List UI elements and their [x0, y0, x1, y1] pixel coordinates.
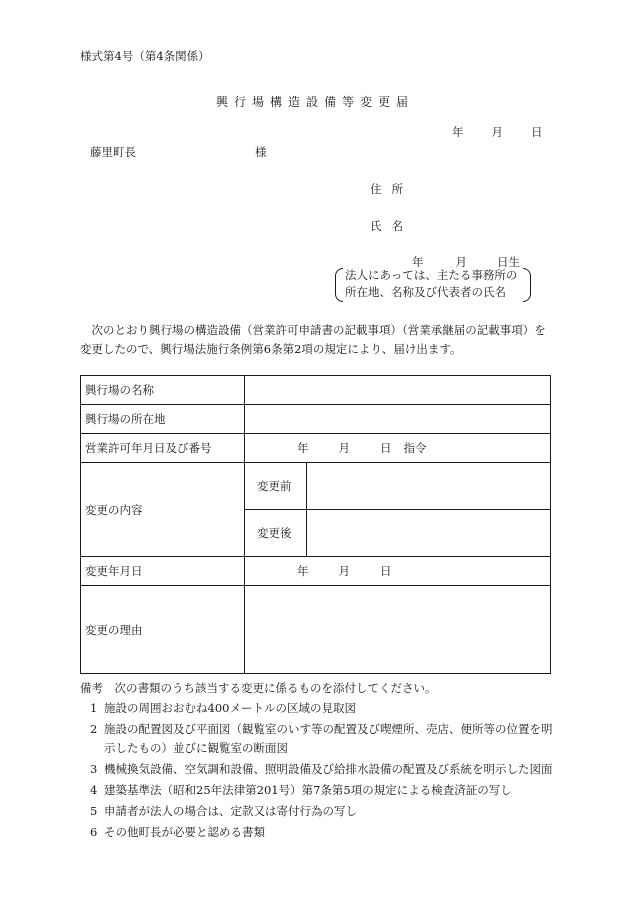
table-row	[81, 405, 551, 434]
list-item-number: 5	[90, 804, 98, 818]
right-bracket	[523, 268, 531, 302]
list-item-text: 申請者が法人の場合は、定款又は寄付行為の写し	[104, 804, 357, 818]
list-item-text: 施設の周囲おおむね400メートルの区域の見取図	[104, 701, 356, 715]
list-item	[80, 802, 560, 821]
change-reason-label: 変更の理由	[81, 586, 245, 674]
list-item-number: 3	[90, 762, 98, 776]
change-content-label: 変更の内容	[81, 463, 245, 557]
addressee-name: 藤里町長	[90, 145, 136, 159]
list-item-text: 建築基準法（昭和25年法律第201号）第7条第5項の規定による検査済証の写し	[104, 783, 512, 797]
table-row	[81, 586, 551, 674]
table-row	[81, 434, 551, 463]
change-date-field[interactable]	[245, 557, 551, 586]
body-text: 次のとおり興行場の構造設備（営業許可申請書の記載事項）（営業承継届の記載事項）を変更したので、興行場法施行条例第6条第2項の規定により、届け出ます。	[80, 323, 546, 356]
facility-name-label: 興行場の名称	[81, 376, 245, 405]
notes-section	[80, 679, 560, 842]
list-item	[80, 781, 560, 800]
list-item-number: 6	[90, 825, 98, 839]
birth-day-label: 日生	[497, 255, 520, 269]
date-year-label: 年	[452, 125, 464, 139]
applicant-name-label: 氏名	[370, 219, 413, 233]
permit-order-label: 指令	[403, 441, 427, 455]
facility-name-field[interactable]	[245, 376, 551, 405]
list-item	[80, 699, 560, 718]
left-bracket	[335, 268, 343, 302]
facility-location-field[interactable]	[245, 405, 551, 434]
corporation-note-line-2: 所在地、名称及び代表者の氏名	[345, 285, 506, 299]
birth-month-label: 月	[455, 255, 467, 269]
list-item-number: 2	[90, 722, 98, 736]
date-day-label: 日	[531, 125, 543, 139]
facility-location-label: 興行場の所在地	[81, 405, 245, 434]
corporation-note-line-1: 法人にあっては、主たる事務所の	[345, 268, 518, 282]
before-field[interactable]	[307, 463, 551, 510]
permit-month-label: 月	[338, 441, 350, 455]
birth-year-label: 年	[412, 255, 424, 269]
change-month-label: 月	[338, 564, 350, 578]
submission-date-line	[452, 126, 543, 140]
addressee-suffix: 様	[255, 145, 267, 159]
document-title: 興行場構造設備等変更届	[215, 95, 414, 109]
form-number: 様式第4号（第4条関係）	[80, 49, 210, 63]
change-reason-field[interactable]	[245, 586, 551, 674]
list-item-text: その他町長が必要と認める書類	[104, 825, 265, 839]
applicant-address-label: 住所	[370, 182, 413, 196]
permit-field[interactable]	[245, 434, 551, 463]
list-item-number: 4	[90, 783, 98, 797]
table-row	[81, 463, 551, 510]
date-month-label: 月	[491, 125, 503, 139]
table-row	[81, 376, 551, 405]
list-item-text: 機械換気設備、空気調和設備、照明設備及び給排水設備の配置及び系統を明示した図面	[104, 762, 553, 776]
list-item-text: 施設の配置図及び平面図（観覧室のいす等の配置及び喫煙所、売店、便所等の位置を明示したもの）並びに観覧室の断面図	[104, 722, 553, 755]
change-table	[80, 375, 551, 674]
change-date-label: 変更年月日	[81, 557, 245, 586]
table-row	[81, 557, 551, 586]
list-item	[80, 720, 560, 758]
before-label: 変更前	[245, 463, 307, 510]
after-field[interactable]	[307, 510, 551, 557]
permit-year-label: 年	[297, 441, 309, 455]
corporation-note	[335, 268, 531, 302]
permit-day-label: 日	[380, 441, 392, 455]
permit-label: 営業許可年月日及び番号	[81, 434, 245, 463]
after-label: 変更後	[245, 510, 307, 557]
notes-header: 備考 次の書類のうち該当する変更に係るものを添付してください。	[80, 681, 437, 695]
change-year-label: 年	[297, 564, 309, 578]
list-item-number: 1	[90, 701, 98, 715]
list-item	[80, 760, 560, 779]
list-item	[80, 823, 560, 842]
change-day-label: 日	[380, 564, 392, 578]
